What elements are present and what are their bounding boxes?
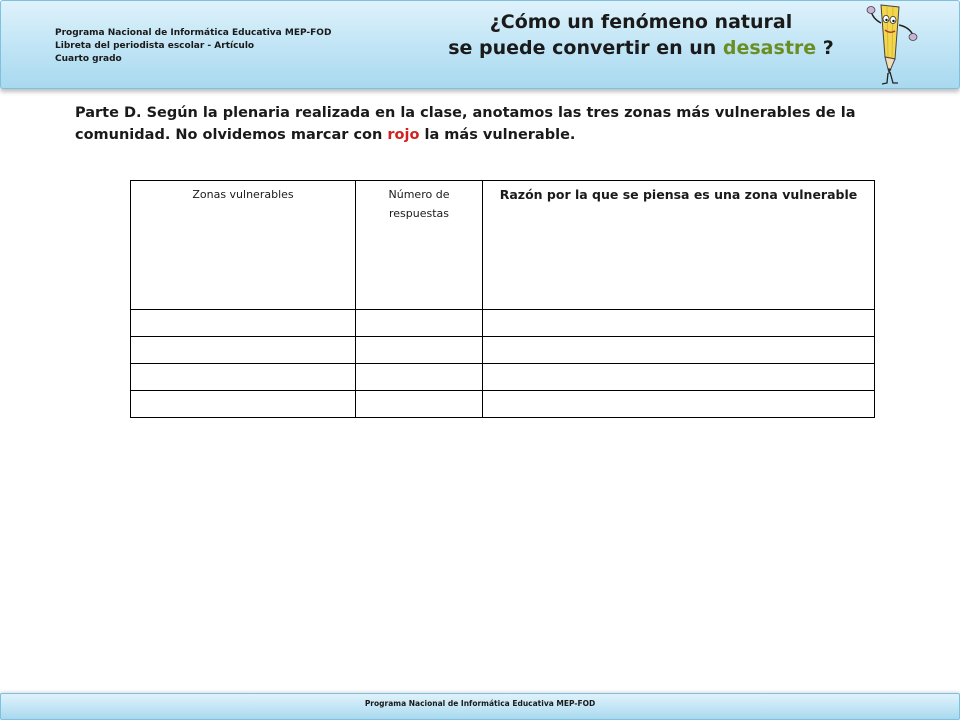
page-title <box>431 9 851 61</box>
table-cell-razon[interactable] <box>483 364 875 391</box>
title-highlight-word: desastre <box>722 37 817 59</box>
vulnerable-zones-table <box>130 180 875 418</box>
instructions-red-word: rojo <box>387 127 420 143</box>
table-cell-razon[interactable] <box>483 337 875 364</box>
instructions-text <box>75 102 935 146</box>
table-row <box>131 337 875 364</box>
table-cell-zona[interactable] <box>131 310 356 337</box>
header-info <box>55 27 331 66</box>
instructions-part-1: Parte D. Según la plenaria realizada en la clase, anotamos las tres zonas más vulnerables de la comunidad. No olvidemos marcar con <box>75 105 856 143</box>
table-cell-respuestas[interactable] <box>356 364 483 391</box>
footer-text: Programa Nacional de Informática Educativa MEP-FOD <box>364 699 596 708</box>
table-cell-zona[interactable] <box>131 391 356 418</box>
grade-label: Cuarto grado <box>55 54 122 64</box>
table-cell-respuestas[interactable] <box>356 391 483 418</box>
title-line-2-suffix: ? <box>816 37 834 59</box>
table-cell-respuestas[interactable] <box>356 310 483 337</box>
title-line-2 <box>431 35 851 61</box>
table-cell-razon[interactable] <box>483 310 875 337</box>
table-header-row <box>131 181 875 310</box>
instructions-part-2: la más vulnerable. <box>419 127 576 143</box>
header-band <box>0 0 960 89</box>
header-razon: Razón por la que se piensa es una zona vulnerable <box>483 181 875 310</box>
notebook-name: Libreta del periodista escolar - Artículo <box>55 41 255 51</box>
header-numero-respuestas: Número de respuestas <box>356 181 483 310</box>
pencil-mascot-icon <box>863 1 921 87</box>
title-line-1: ¿Cómo un fenómeno natural <box>489 11 793 33</box>
table-row <box>131 391 875 418</box>
table-row <box>131 364 875 391</box>
header-zonas-vulnerables: Zonas vulnerables <box>131 181 356 310</box>
table-cell-zona[interactable] <box>131 364 356 391</box>
title-line-2-prefix: se puede convertir en un <box>448 37 723 59</box>
footer-band <box>0 693 960 720</box>
program-name: Programa Nacional de Informática Educativa MEP-FOD <box>55 28 332 38</box>
table-cell-razon[interactable] <box>483 391 875 418</box>
table-row <box>131 310 875 337</box>
table-cell-respuestas[interactable] <box>356 337 483 364</box>
table-cell-zona[interactable] <box>131 337 356 364</box>
